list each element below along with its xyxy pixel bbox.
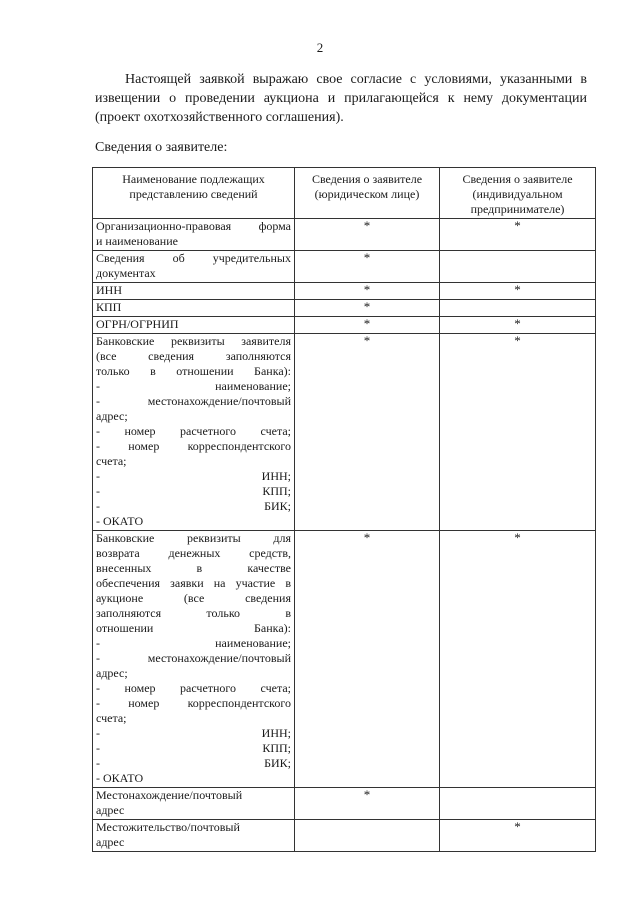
row-name-line: документах xyxy=(96,266,156,280)
row-name-cell xyxy=(93,820,295,852)
row-name-line: адрес xyxy=(96,835,125,849)
header-legal-entity: Сведения о заявителе (юридическом лице) xyxy=(295,168,440,219)
row-name-line: отношении Банка): xyxy=(96,621,291,635)
row-name-line: возврата денежных средств, xyxy=(96,546,291,560)
legal-entity-cell: * xyxy=(295,317,440,334)
row-name-line: Организационно-правовая форма xyxy=(96,219,291,233)
row-name-cell xyxy=(93,334,295,531)
row-name-cell xyxy=(93,300,295,317)
legal-entity-cell: * xyxy=(295,283,440,300)
table-body xyxy=(93,219,596,852)
row-name-line: - КПП; xyxy=(96,484,291,498)
table-row xyxy=(93,219,596,251)
individual-entrepreneur-cell: * xyxy=(440,283,596,300)
row-name-line: - местонахождение/почтовый xyxy=(96,651,291,665)
row-name-line: Местожительство/почтовый xyxy=(96,820,240,834)
individual-entrepreneur-cell: * xyxy=(440,820,596,852)
row-name-line: - ОКАТО xyxy=(96,771,144,785)
row-name-line: - номер расчетного счета; xyxy=(96,681,291,695)
table-header-row xyxy=(93,168,596,219)
section-heading: Сведения о заявителе: xyxy=(95,140,228,155)
legal-entity-cell: * xyxy=(295,531,440,788)
row-name-line: внесенных в качестве xyxy=(96,561,291,575)
row-name-line: счета; xyxy=(96,711,127,725)
table-row xyxy=(93,788,596,820)
row-name-cell xyxy=(93,219,295,251)
row-name-cell xyxy=(93,283,295,300)
individual-entrepreneur-cell xyxy=(440,251,596,283)
table-row xyxy=(93,283,596,300)
row-name-line: - ИНН; xyxy=(96,726,291,740)
header-individual-entrepreneur: Сведения о заявителе (индивидуальном предпринимателе) xyxy=(440,168,596,219)
legal-entity-cell xyxy=(295,820,440,852)
row-name-line: КПП xyxy=(96,300,122,314)
row-name-line: ОГРН/ОГРНИП xyxy=(96,317,179,331)
table-row xyxy=(93,317,596,334)
row-name-line: заполняются только в xyxy=(96,606,291,620)
row-name-line: - БИК; xyxy=(96,756,291,770)
legal-entity-cell: * xyxy=(295,788,440,820)
row-name-line: счета; xyxy=(96,454,127,468)
row-name-line: только в отношении Банка): xyxy=(96,364,291,378)
row-name-line: Местонахождение/почтовый xyxy=(96,788,243,802)
table-row xyxy=(93,300,596,317)
row-name-line: адрес; xyxy=(96,666,128,680)
row-name-cell xyxy=(93,531,295,788)
row-name-line: - номер расчетного счета; xyxy=(96,424,291,438)
row-name-line: адрес; xyxy=(96,409,128,423)
row-name-line: Банковские реквизиты для xyxy=(96,531,291,545)
legal-entity-cell: * xyxy=(295,251,440,283)
row-name-cell xyxy=(93,788,295,820)
row-name-line: адрес xyxy=(96,803,125,817)
legal-entity-cell: * xyxy=(295,300,440,317)
table-row xyxy=(93,251,596,283)
row-name-line: - местонахождение/почтовый xyxy=(96,394,291,408)
row-name-line: - КПП; xyxy=(96,741,291,755)
row-name-line: - наименование; xyxy=(96,379,291,393)
row-name-line: - номер корреспондентского xyxy=(96,439,291,453)
table-row xyxy=(93,820,596,852)
row-name-line: - ИНН; xyxy=(96,469,291,483)
row-name-line: обеспечения заявки на участие в xyxy=(96,576,291,590)
row-name-line: аукционе (все сведения xyxy=(96,591,291,605)
row-name-cell xyxy=(93,251,295,283)
individual-entrepreneur-cell: * xyxy=(440,531,596,788)
header-name: Наименование подлежащих представлению сведений xyxy=(93,168,295,219)
table-row xyxy=(93,531,596,788)
table-row xyxy=(93,334,596,531)
row-name-line: - наименование; xyxy=(96,636,291,650)
individual-entrepreneur-cell xyxy=(440,788,596,820)
row-name-line: - ОКАТО xyxy=(96,514,144,528)
individual-entrepreneur-cell: * xyxy=(440,317,596,334)
legal-entity-cell: * xyxy=(295,334,440,531)
individual-entrepreneur-cell: * xyxy=(440,219,596,251)
applicant-info-table xyxy=(92,167,596,852)
intro-paragraph: Настоящей заявкой выражаю свое согласие с условиями, указанными в извещении о проведении аукциона и прилагающейся к нему документации (проект охотхозяйственного соглашения). xyxy=(95,72,587,125)
row-name-line: Сведения об учредительных xyxy=(96,251,291,265)
row-name-cell xyxy=(93,317,295,334)
page-number: 2 xyxy=(316,40,324,55)
row-name-line: Банковские реквизиты заявителя xyxy=(96,334,291,348)
row-name-line: и наименование xyxy=(96,234,178,248)
individual-entrepreneur-cell xyxy=(440,300,596,317)
individual-entrepreneur-cell: * xyxy=(440,334,596,531)
row-name-line: ИНН xyxy=(96,283,122,297)
row-name-line: - номер корреспондентского xyxy=(96,696,291,710)
row-name-line: - БИК; xyxy=(96,499,291,513)
legal-entity-cell: * xyxy=(295,219,440,251)
row-name-line: (все сведения заполняются xyxy=(96,349,291,363)
